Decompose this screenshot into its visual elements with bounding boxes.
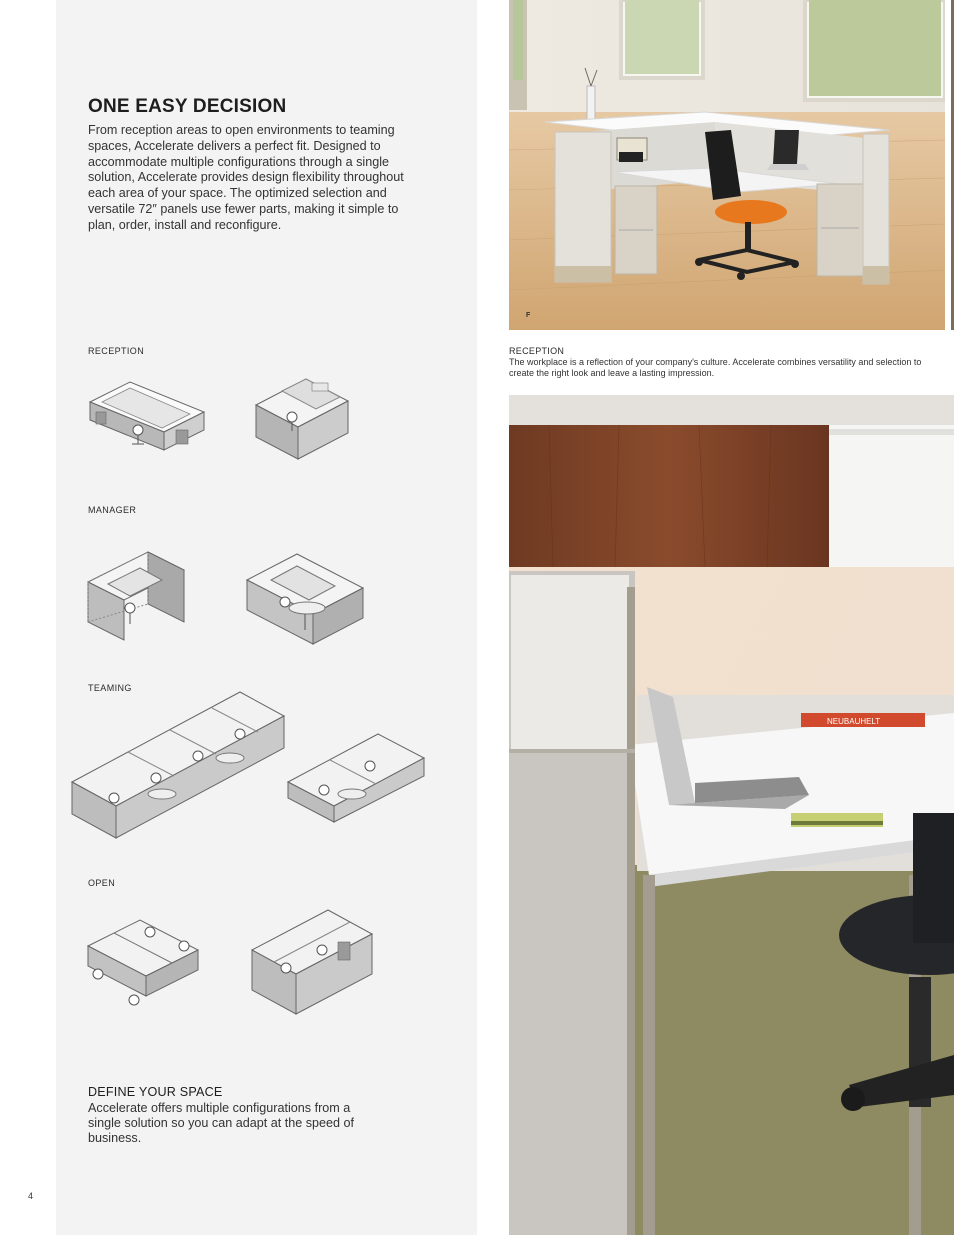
reception-photo — [509, 0, 945, 330]
page-title: ONE EASY DECISION — [88, 96, 287, 117]
book-title: NEUBAUHELT — [827, 717, 881, 726]
teaming-cluster-small-icon — [286, 720, 428, 824]
caption-title: RECEPTION — [509, 346, 565, 356]
category-label-teaming: TEAMING — [88, 683, 132, 693]
category-label-manager: MANAGER — [88, 505, 137, 515]
category-label-open: OPEN — [88, 878, 116, 888]
caption-body: The workplace is a reflection of your company's culture. Accelerate combines versatility and selection to create the right look and leave a lasting impression. — [509, 357, 922, 378]
reception-station-icon — [252, 365, 352, 465]
open-benching-icon — [84, 916, 202, 1018]
intro-paragraph: From reception areas to open environments to teaming spaces, Accelerate delivers a perfect fit. Designed to accommodate multiple configurations through a single solution, Accelerate provides design flexibility throughout each area of your space. The optimized selection and versatile 72″ panels use fewer parts, making it simple to plan, order, install and reconfigure. — [88, 123, 404, 232]
open-workstations-icon — [250, 906, 374, 1018]
category-label-reception: RECEPTION — [88, 346, 145, 356]
manager-office-icon — [86, 538, 186, 642]
define-space-title: DEFINE YOUR SPACE — [88, 1085, 223, 1099]
workstation-photo — [509, 395, 954, 1235]
photo-letter-tag: F — [526, 312, 531, 319]
manager-office-alt-icon — [245, 540, 367, 650]
reception-l-desk-icon — [86, 372, 208, 452]
page-number: 4 — [28, 1191, 34, 1201]
define-space-body: Accelerate offers multiple configurations from a single solution so you can adapt at the speed of business. — [88, 1101, 355, 1145]
teaming-cluster-large-icon — [70, 686, 286, 842]
